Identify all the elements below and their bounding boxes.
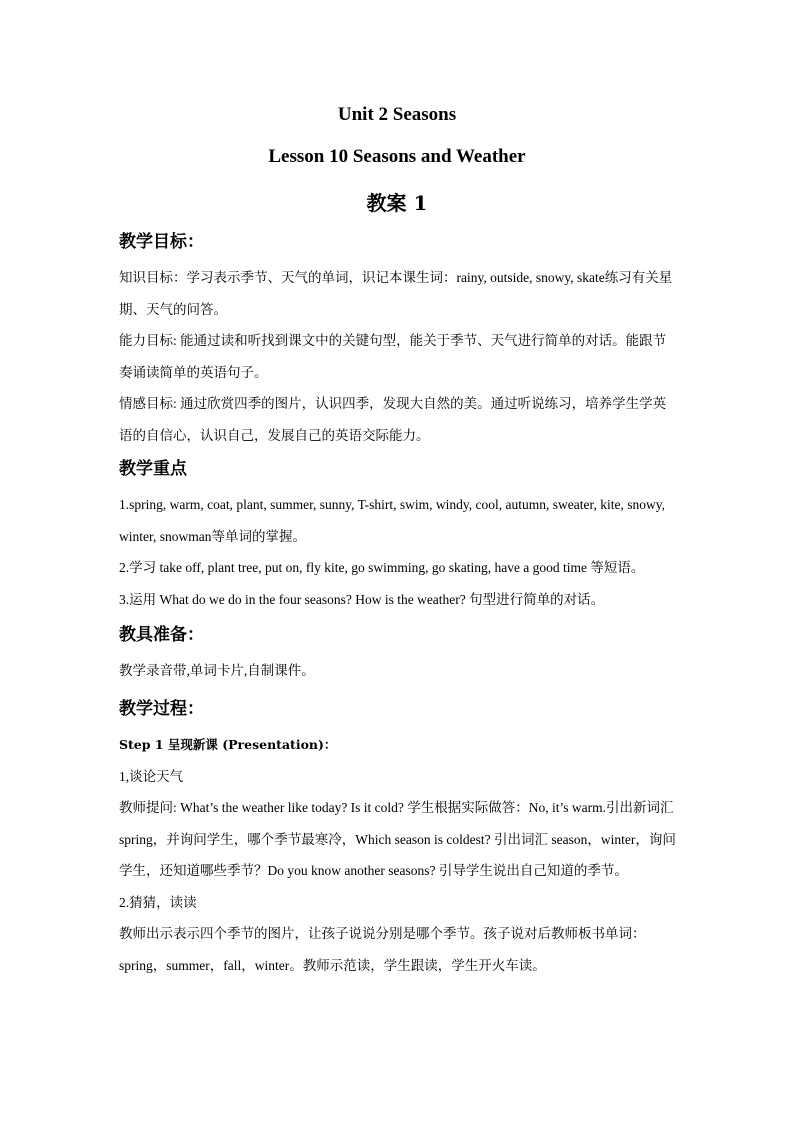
process-heading: 教学过程： bbox=[119, 698, 204, 719]
sub-step-1-text: 教师提问: What’s the weather like today? Is it cold? 学生根据实际做答：No, it’s warm.引出新词汇 spring，并询问学生，哪个季节最寒冷，Which season is coldest? 引出词汇 season，winter，询问学生，还知道哪些季节？Do you know another seasons? 引导学生说出自己知道的季节。 bbox=[119, 800, 676, 878]
emotion-objective bbox=[119, 388, 679, 451]
materials-text: 教学录音带,单词卡片,自制课件。 bbox=[119, 663, 315, 678]
knowledge-objective bbox=[119, 262, 679, 325]
ability-objective bbox=[119, 325, 679, 388]
lesson-title: Lesson 10 Seasons and Weather bbox=[268, 146, 526, 167]
ability-objective-text: 能力目标: 能通过读和听找到课文中的关键句型，能关于季节、天气进行简单的对话。能跟节奏诵读简单的英语句子。 bbox=[119, 333, 667, 380]
knowledge-objective-text: 知识目标：学习表示季节、天气的单词，识记本课生词：rainy, outside, snowy, skate练习有关星期、天气的问答。 bbox=[119, 270, 673, 317]
sub-step-1: 1,谈论天气 bbox=[119, 768, 184, 784]
step1-title: Step 1 呈现新课 (Presentation)： bbox=[119, 736, 337, 752]
key-points-heading: 教学重点 bbox=[119, 459, 187, 479]
key-point-1: 1.spring, warm, coat, plant, summer, sunny, T-shirt, swim, windy, cool, autumn, sweater, kite, snowy, winter, snowman等单词的掌握。 bbox=[119, 497, 665, 544]
document-body bbox=[119, 228, 679, 981]
key-point-2: 2.学习 take off, plant tree, put on, fly kite, go swimming, go skating, have a good time 等短语。 bbox=[119, 560, 645, 575]
sub-step-2: 2.猜猜，读读 bbox=[119, 894, 197, 910]
objectives-heading: 教学目标： bbox=[119, 232, 204, 252]
unit-title: Unit 2 Seasons bbox=[337, 104, 457, 125]
key-point-3: 3.运用 What do we do in the four seasons? How is the weather? 句型进行简单的对话。 bbox=[119, 591, 605, 607]
materials-heading: 教具准备： bbox=[119, 625, 204, 645]
emotion-objective-text: 情感目标: 通过欣赏四季的图片，认识四季，发现大自然的美。通过听说练习，培养学生学英语的自信心，认识自己，发展自己的英语交际能力。 bbox=[119, 396, 667, 443]
sub-step-2-text: 教师出示表示四个季节的图片，让孩子说说分别是哪个季节。孩子说对后教师板书单词：spring，summer，fall，winter。教师示范读，学生跟读，学生开火车读。 bbox=[119, 926, 646, 973]
lesson-plan-title: 教案 1 bbox=[366, 191, 428, 215]
